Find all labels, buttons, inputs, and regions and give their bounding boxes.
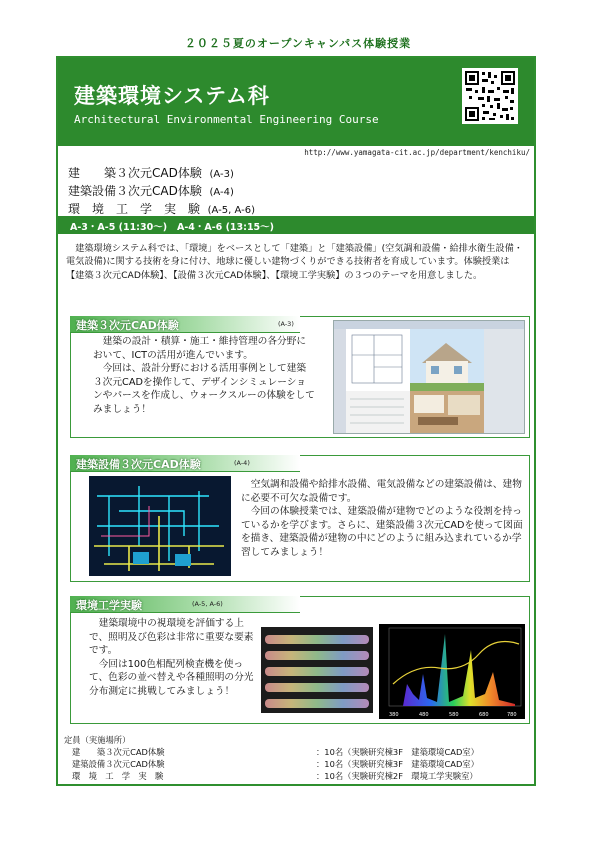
- hue-test-image: [261, 627, 373, 713]
- equipment-cad-image: [89, 476, 231, 576]
- cad-screenshot-image: [333, 320, 525, 434]
- section-code: (A-3): [278, 320, 294, 328]
- spectrum-tick-label: 680: [479, 712, 489, 718]
- capacity-detail: ：10名（実験研究棟3F 建築環境CAD室）: [316, 747, 479, 757]
- capacity-course: 環 境 工 学 実 験: [72, 771, 164, 781]
- capacity-footer: [64, 734, 530, 782]
- section-header: [70, 455, 300, 472]
- department-header: [58, 58, 534, 146]
- capacity-row: [64, 746, 530, 758]
- section-code: (A-5, A-6): [192, 600, 223, 608]
- section-environmental-lab: [70, 596, 530, 724]
- capacity-detail: ：10名（実験研究棟3F 建築環境CAD室）: [316, 759, 479, 769]
- section-code: (A-4): [234, 459, 250, 467]
- section-paragraph: 建築環境中の視環境を評価する上で、照明及び色彩は非常に重要な要素です。: [89, 618, 254, 656]
- course-name: 環 境 工 学 実 験: [68, 202, 201, 216]
- course-item: [68, 164, 234, 182]
- section-header: [70, 596, 300, 613]
- capacity-detail: ：10名（実験研究棟2F 環境工学実験室）: [316, 771, 478, 781]
- schedule-bar: [58, 216, 534, 234]
- course-code: (A-4): [209, 187, 234, 198]
- section-title: 建築設備３次元CAD体験: [76, 458, 201, 471]
- course-code: (A-5, A-6): [207, 205, 255, 216]
- section-paragraph: 今回は、設計分野における活用事例として建築３次元CADを操作して、デザインシミュレーションやパースを作成し、ウォークスルーの体験をしてみましょう！: [93, 363, 315, 415]
- section-body: [93, 335, 315, 416]
- schedule-text: A-3・A-5 (11:30～) A-4・A-6 (13:15～): [70, 222, 275, 233]
- course-list: [58, 162, 534, 216]
- capacity-course: 建築設備３次元CAD体験: [72, 759, 165, 769]
- capacity-heading-text: 定員（実施場所）: [64, 735, 131, 745]
- course-item: [68, 182, 234, 200]
- spectrum-tick-label: 580: [449, 712, 459, 718]
- course-code: (A-3): [209, 169, 234, 180]
- capacity-course: 建 築３次元CAD体験: [72, 747, 165, 757]
- qr-code[interactable]: [462, 68, 518, 124]
- course-name: 建 築３次元CAD体験: [68, 166, 202, 180]
- capacity-row: [64, 770, 530, 782]
- spectrum-chart: [379, 624, 525, 719]
- department-title: 建築環境システム科: [74, 84, 270, 108]
- url-row: [58, 146, 534, 162]
- section-paragraph: 今回の体験授業では、建築設備が建物でどのような役割を持っているかを学びます。さらに、建築設備３次元CADを使って図面を描き、建築設備が建物の中にどのように組み込まれているか学習してみましょう！: [241, 506, 523, 558]
- intro-paragraph: 建築環境システム科では、「環境」をベースとして「建築」と「建築設備」(空気調和設備・給排水衛生設備・電気設備)に関する技術を身に付け、地球に優しい建物づくりができる技術者を育成しています。体験授業は【建築３次元CAD体験】、【設備３次元CAD体験】、【環境工学実験】の３つのテーマを用意しました。: [66, 243, 523, 281]
- section-paragraph: 建築の設計・積算・施工・維持管理の各分野において、ICTの活用が進んでいます。: [93, 336, 307, 361]
- capacity-row: [64, 758, 530, 770]
- section-paragraph: 今回は100色相配列検査機を使って、色彩の並べ替えや各種照明の分光分布測定に挑戦してみましょう！: [89, 658, 254, 697]
- section-body: [241, 478, 523, 559]
- flyer-frame: [56, 56, 536, 786]
- section-body: [89, 617, 257, 698]
- capacity-heading: [64, 734, 530, 746]
- section-architecture-cad: [70, 316, 530, 438]
- section-title: 環境工学実験: [76, 599, 142, 612]
- course-name: 建築設備３次元CAD体験: [68, 184, 202, 198]
- spectrum-tick-label: 780: [507, 712, 517, 718]
- department-url[interactable]: http://www.yamagata-cit.ac.jp/department/kenchiku/: [304, 148, 530, 157]
- department-subtitle: Architectural Environmental Engineering Course: [74, 113, 379, 126]
- spectrum-tick-label: 380: [389, 712, 399, 718]
- event-label: ２０２５夏のオープンキャンパス体験授業: [184, 37, 412, 50]
- section-paragraph: 空気調和設備や給排水設備、電気設備などの建築設備は、建物に必要不可欠な設備です。: [241, 479, 522, 504]
- spectrum-tick-label: 480: [419, 712, 429, 718]
- section-title: 建築３次元CAD体験: [76, 319, 179, 332]
- section-header: [70, 316, 300, 333]
- section-equipment-cad: [70, 455, 530, 582]
